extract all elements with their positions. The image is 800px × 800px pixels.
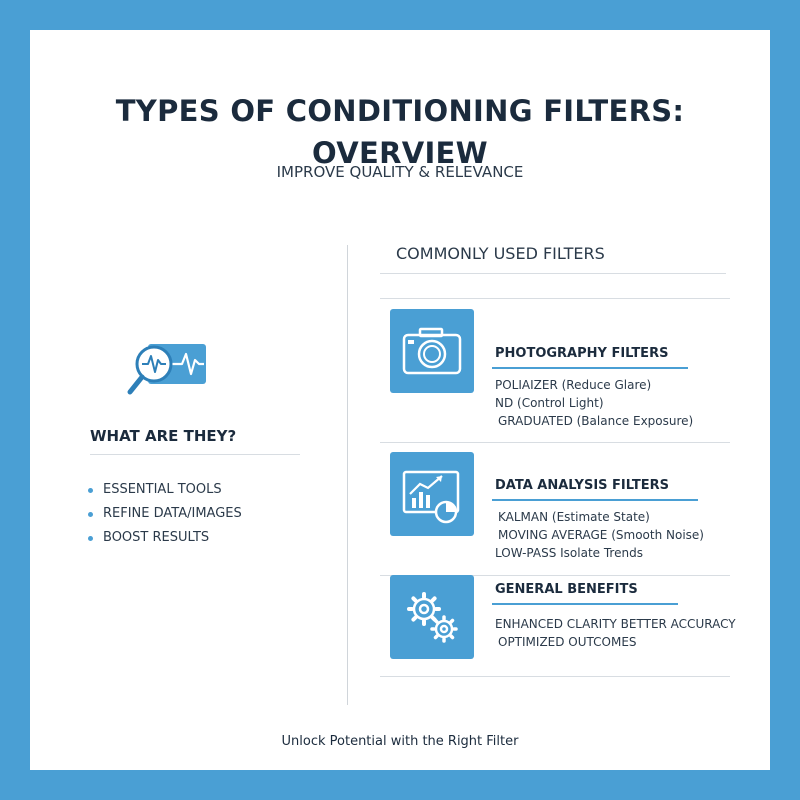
- section-item: LOW-PASS Isolate Trends: [495, 546, 643, 560]
- right-heading: COMMONLY USED FILTERS: [396, 244, 605, 263]
- section-photography: [380, 298, 730, 428]
- section-title: DATA ANALYSIS FILTERS: [495, 478, 670, 493]
- column-divider: [347, 245, 348, 705]
- right-heading-rule: [380, 273, 726, 274]
- title-line-1: TYPES OF CONDITIONING FILTERS:: [115, 94, 685, 128]
- section-item: ENHANCED CLARITY BETTER ACCURACY: [495, 617, 736, 631]
- section-item: ND (Control Light): [495, 396, 604, 410]
- section-title-underline: [492, 499, 698, 501]
- bullet-dot-icon: [88, 512, 93, 517]
- section-title: PHOTOGRAPHY FILTERS: [495, 346, 669, 361]
- section-data-analysis: [380, 442, 730, 567]
- chart-analysis-icon: [390, 452, 474, 536]
- footer-tagline: Unlock Potential with the Right Filter: [281, 734, 519, 749]
- section-title: GENERAL BENEFITS: [495, 582, 638, 597]
- camera-icon: [390, 309, 474, 393]
- section-item: GRADUATED (Balance Exposure): [498, 414, 694, 428]
- magnifier-waveform-icon: [120, 330, 220, 410]
- section-benefits: [380, 575, 736, 677]
- section-divider: [380, 676, 730, 677]
- bullet-text: BOOST RESULTS: [103, 530, 210, 545]
- subtitle: IMPROVE QUALITY & RELEVANCE: [276, 163, 524, 181]
- list-item: [88, 526, 242, 550]
- section-title-underline: [492, 367, 688, 369]
- infographic-card: [30, 30, 770, 770]
- section-item: OPTIMIZED OUTCOMES: [498, 635, 637, 649]
- section-divider: [380, 298, 730, 299]
- list-item: [88, 502, 242, 526]
- section-divider: [380, 442, 730, 443]
- bullet-dot-icon: [88, 488, 93, 493]
- left-heading: WHAT ARE THEY?: [90, 427, 237, 445]
- list-item: [88, 478, 242, 502]
- section-item: MOVING AVERAGE (Smooth Noise): [498, 528, 704, 542]
- bullet-list: [88, 478, 242, 550]
- section-title-underline: [492, 603, 678, 605]
- page-title: [30, 90, 770, 174]
- section-item: KALMAN (Estimate State): [498, 510, 650, 524]
- gears-icon: [390, 575, 474, 659]
- bullet-text: ESSENTIAL TOOLS: [103, 482, 222, 497]
- bullet-dot-icon: [88, 536, 93, 541]
- section-item: POLIAIZER (Reduce Glare): [495, 378, 652, 392]
- bullet-text: REFINE DATA/IMAGES: [103, 506, 242, 521]
- title-line-2: OVERVIEW: [312, 136, 488, 170]
- left-heading-rule: [90, 454, 300, 455]
